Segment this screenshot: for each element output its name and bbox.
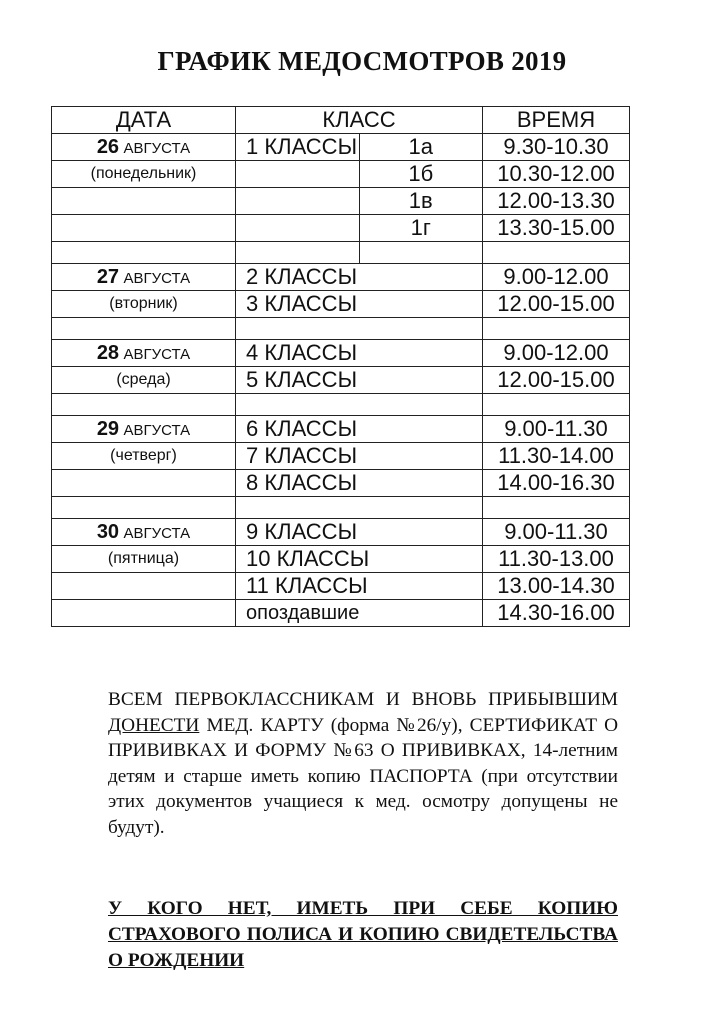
table-row <box>52 134 630 161</box>
weekday-cell: (среда) <box>52 367 236 394</box>
table-row <box>52 573 630 600</box>
class-cell: 1 КЛАССЫ <box>236 134 360 161</box>
table-row <box>52 600 630 627</box>
spacer-row <box>52 394 630 416</box>
table-row <box>52 546 630 573</box>
time-cell: 9.00-12.00 <box>483 340 630 367</box>
documents-note <box>108 687 618 840</box>
time-cell: 12.00-15.00 <box>483 291 630 318</box>
header-class: КЛАСС <box>236 107 483 134</box>
class-letter-cell: 1б <box>359 161 483 188</box>
time-cell: 13.00-14.30 <box>483 573 630 600</box>
day-month: АВГУСТА <box>123 269 191 287</box>
spacer-row <box>52 242 630 264</box>
table-header-row <box>52 107 630 134</box>
date-cell <box>52 340 236 367</box>
day-number: 27 <box>96 265 120 288</box>
day-number: 29 <box>96 417 120 440</box>
class-letter-cell: 1г <box>359 215 483 242</box>
table-row <box>52 416 630 443</box>
note-text-part2: МЕД. КАРТУ (форма №26/у), СЕРТИФИКАТ О ПРИВИВКАХ И ФОРМУ №63 О ПРИВИВКАХ, 14-летним детям и старше иметь копию ПАСПОРТА (при отсутствии этих документов учащиеся к мед. осмотру допущены не будут). <box>108 714 618 838</box>
spacer-row <box>52 318 630 340</box>
spacer-row <box>52 497 630 519</box>
note-text-part1: ВСЕМ ПЕРВОКЛАССНИКАМ И ВНОВЬ ПРИБЫВШИМ <box>108 689 618 710</box>
time-cell: 12.00-15.00 <box>483 367 630 394</box>
header-date: ДАТА <box>52 107 236 134</box>
date-cell <box>52 519 236 546</box>
time-cell: 9.30-10.30 <box>483 134 630 161</box>
class-cell: 9 КЛАССЫ <box>236 519 483 546</box>
table-row <box>52 443 630 470</box>
time-cell: 13.30-15.00 <box>483 215 630 242</box>
time-cell: 14.00-16.30 <box>483 470 630 497</box>
class-cell: 4 КЛАССЫ <box>236 340 483 367</box>
time-cell: 14.30-16.00 <box>483 600 630 627</box>
date-cell <box>52 573 236 600</box>
table-row <box>52 470 630 497</box>
day-number: 30 <box>96 520 120 543</box>
class-cell: 8 КЛАССЫ <box>236 470 483 497</box>
date-cell <box>52 600 236 627</box>
class-cell: опоздавшие <box>236 600 483 627</box>
time-cell: 9.00-11.30 <box>483 519 630 546</box>
date-cell <box>52 416 236 443</box>
class-cell: 11 КЛАССЫ <box>236 573 483 600</box>
time-cell: 9.00-11.30 <box>483 416 630 443</box>
day-month: АВГУСТА <box>123 421 191 439</box>
weekday-cell: (вторник) <box>52 291 236 318</box>
time-cell: 12.00-13.30 <box>483 188 630 215</box>
date-cell <box>52 188 236 215</box>
class-cell <box>236 215 360 242</box>
table-row <box>52 340 630 367</box>
time-cell: 11.30-14.00 <box>483 443 630 470</box>
table-row <box>52 519 630 546</box>
weekday-cell: (понедельник) <box>52 161 236 188</box>
schedule-table <box>51 106 630 627</box>
day-month: АВГУСТА <box>123 139 191 157</box>
date-cell <box>52 470 236 497</box>
table-row <box>52 161 630 188</box>
class-cell <box>236 161 360 188</box>
table-row <box>52 367 630 394</box>
page-title: ГРАФИК МЕДОСМОТРОВ 2019 <box>157 46 567 76</box>
table-row <box>52 188 630 215</box>
day-month: АВГУСТА <box>123 345 191 363</box>
table-row <box>52 215 630 242</box>
time-cell: 10.30-12.00 <box>483 161 630 188</box>
day-month: АВГУСТА <box>123 524 191 542</box>
table-row <box>52 291 630 318</box>
class-cell: 6 КЛАССЫ <box>236 416 483 443</box>
date-cell <box>52 264 236 291</box>
class-cell: 7 КЛАССЫ <box>236 443 483 470</box>
date-cell <box>52 134 236 161</box>
weekday-cell: (четверг) <box>52 443 236 470</box>
date-cell <box>52 215 236 242</box>
table-row <box>52 264 630 291</box>
weekday-cell: (пятница) <box>52 546 236 573</box>
class-cell: 3 КЛАССЫ <box>236 291 483 318</box>
insurance-warning: У КОГО НЕТ, ИМЕТЬ ПРИ СЕБЕ КОПИЮ СТРАХОВОГО ПОЛИСА И КОПИЮ СВИДЕТЕЛЬСТВА О РОЖДЕНИИ <box>108 898 618 971</box>
class-letter-cell: 1в <box>359 188 483 215</box>
class-cell: 5 КЛАССЫ <box>236 367 483 394</box>
class-cell: 10 КЛАССЫ <box>236 546 483 573</box>
class-cell: 2 КЛАССЫ <box>236 264 483 291</box>
time-cell: 9.00-12.00 <box>483 264 630 291</box>
note-underlined-word: ДОНЕСТИ <box>108 714 200 736</box>
header-time: ВРЕМЯ <box>483 107 630 134</box>
time-cell: 11.30-13.00 <box>483 546 630 573</box>
day-number: 26 <box>96 135 120 158</box>
class-letter-cell: 1а <box>359 134 483 161</box>
class-cell <box>236 188 360 215</box>
day-number: 28 <box>96 341 120 364</box>
